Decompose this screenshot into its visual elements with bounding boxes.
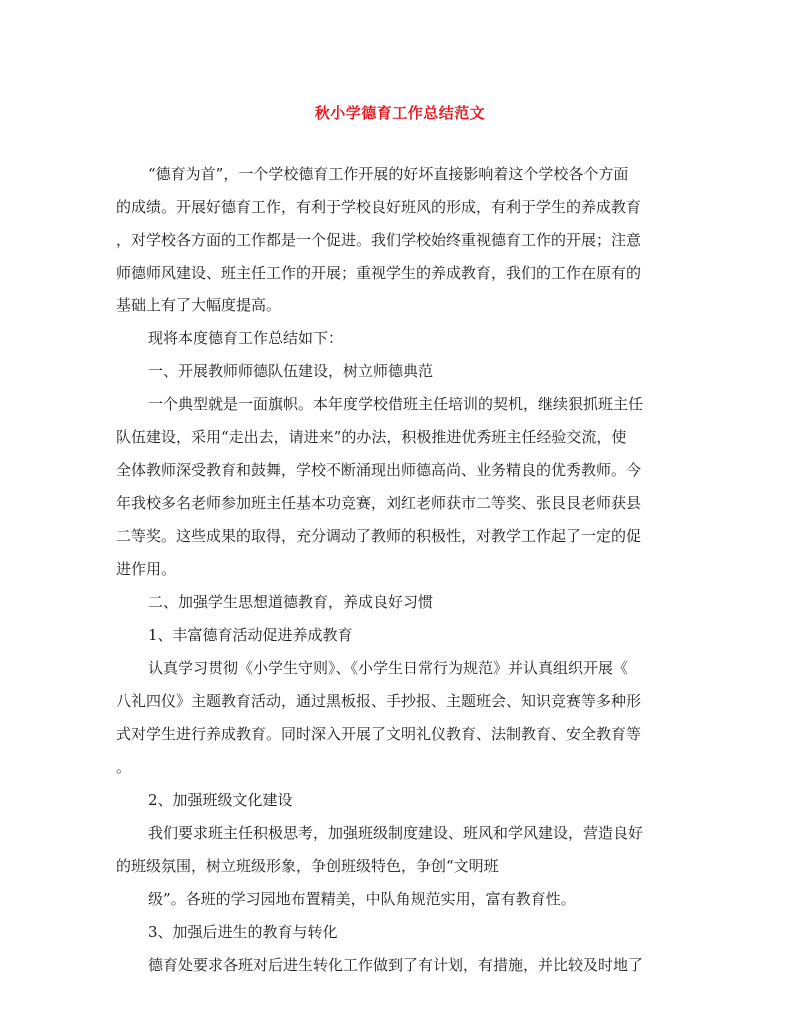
section-heading: 二、加强学生思想道德教育，养成良好习惯 [148, 593, 434, 611]
body-line: 基础上有了大幅度提高。 [116, 296, 282, 314]
body-line: 全体教师深受教育和鼓舞，学校不断涌现出师德高尚、业务精良的优秀教师。今 [116, 461, 642, 479]
body-line: 我们要求班主任积极思考，加强班级制度建设、班风和学风建设，营造良好 [148, 824, 644, 842]
body-line: 一个典型就是一面旗帜。本年度学校借班主任培训的契机，继续狠抓班主任 [148, 395, 644, 413]
body-line: 式对学生进行养成教育。同时深入开展了文明礼仪教育、法制教育、安全教育等 [116, 725, 642, 743]
body-line: 队伍建设，采用“走出去，请进来”的办法，积极推进优秀班主任经验交流，使 [116, 428, 627, 446]
body-line: 。 [116, 758, 132, 776]
subsection-heading: 1、丰富德育活动促进养成教育 [148, 626, 353, 644]
body-line: 级”。各班的学习园地布置精美，中队角规范实用，富有教育性。 [148, 890, 576, 908]
body-line: 的成绩。开展好德育工作，有利于学校良好班风的形成，有利于学生的养成教育 [116, 198, 642, 216]
body-line: 认真学习贯彻《小学生守则》、《小学生日常行为规范》并认真组织开展《 [148, 659, 629, 677]
body-line: 的班级氛围，树立班级形象，争创班级特色，争创“文明班 [116, 857, 499, 875]
subsection-heading: 3、加强后进生的教育与转化 [148, 923, 338, 941]
document-title: 秋小学德育工作总结范文 [314, 104, 486, 122]
body-line: ，对学校各方面的工作都是一个促进。我们学校始终重视德育工作的开展；注意 [116, 231, 642, 249]
body-line: “德育为首”，一个学校德育工作开展的好坏直接影响着这个学校各个方面 [148, 165, 629, 183]
body-line: 八礼四仪》主题教育活动，通过黑板报、手抄报、主题班会、知识竞赛等多种形 [116, 692, 642, 710]
body-line: 二等奖。这些成果的取得，充分调动了教师的积极性，对教学工作起了一定的促 [116, 527, 642, 545]
body-line: 进作用。 [116, 560, 177, 578]
body-line: 年我校多名老师参加班主任基本功竞赛，刘红老师获市二等奖、张艮艮老师获县 [116, 494, 642, 512]
body-line: 现将本度德育工作总结如下： [148, 329, 344, 347]
body-line: 德育处要求各班对后进生转化工作做到了有计划，有措施，并比较及时地了 [148, 956, 644, 974]
section-heading: 一、开展教师师德队伍建设，树立师德典范 [148, 362, 434, 380]
subsection-heading: 2、加强班级文化建设 [148, 791, 293, 809]
body-line: 师德师风建设、班主任工作的开展；重视学生的养成教育，我们的工作在原有的 [116, 264, 642, 282]
